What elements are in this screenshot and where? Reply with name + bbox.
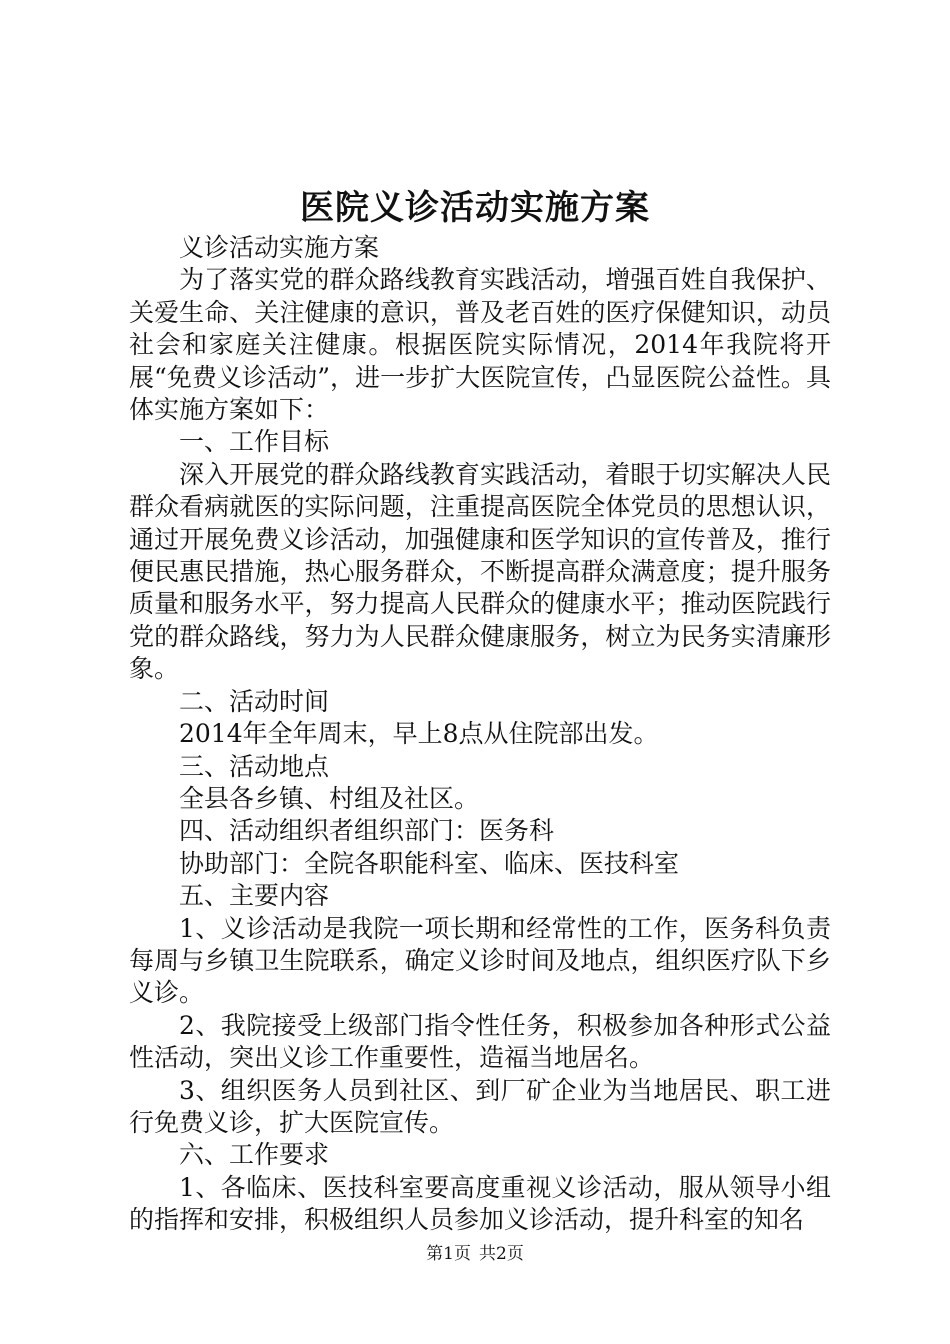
section-heading-organizer: 四、活动组织者组织部门：医务科 <box>179 816 555 846</box>
paragraph-subtitle: 义诊活动实施方案 <box>179 233 380 262</box>
page-footer <box>0 1242 950 1266</box>
section-heading-location: 三、活动地点 <box>179 751 330 781</box>
page-number-current: 第1页 <box>426 1244 471 1264</box>
paragraph-assisting-departments: 协助部门：全院各职能科室、临床、医技科室 <box>179 848 680 878</box>
paragraph-location: 全县各乡镇、村组及社区。 <box>179 783 480 813</box>
section-heading-requirements: 六、工作要求 <box>179 1140 330 1170</box>
paragraph-content-1: 1、义诊活动是我院一项长期和经常性的工作，医务科负责每周与乡镇卫生院联系，确定义诊时间及地点，组织医疗队下乡义诊。 <box>129 913 831 1008</box>
paragraph-time: 2014年全年周末，早上8点从住院部出发。 <box>179 719 659 749</box>
paragraph-content-3: 3、组织医务人员到社区、到厂矿企业为当地居民、职工进行免费义诊，扩大医院宣传。 <box>129 1075 831 1137</box>
paragraph-intro: 为了落实党的群众路线教育实践活动，增强百姓自我保护、关爱生命、关注健康的意识，普及老百姓的医疗保健知识，动员社会和家庭关注健康。根据医院实际情况，2014年我院将开展“免费义诊活动”，进一步扩大医院宣传，凸显医院公益性。具体实施方案如下： <box>129 265 831 425</box>
document-body <box>129 232 831 1237</box>
section-heading-time: 二、活动时间 <box>179 686 330 716</box>
section-heading-goals: 一、工作目标 <box>179 427 330 457</box>
section-heading-content: 五、主要内容 <box>179 881 330 911</box>
paragraph-goals: 深入开展党的群众路线教育实践活动，着眼于切实解决人民群众看病就医的实际问题，注重提高医院全体党员的思想认识，通过开展免费义诊活动，加强健康和医学知识的宣传普及，推行便民惠民措施，热心服务群众，不断提高群众满意度；提升服务质量和服务水平，努力提高人民群众的健康水平；推动医院践行党的群众路线，努力为人民群众健康服务，树立为民务实清廉形象。 <box>129 459 831 684</box>
paragraph-content-2: 2、我院接受上级部门指令性任务，积极参加各种形式公益性活动，突出义诊工作重要性，造福当地居名。 <box>129 1010 831 1073</box>
paragraph-requirements-1: 1、各临床、医技科室要高度重视义诊活动，服从领导小组的指挥和安排，积极组织人员参加义诊活动，提升科室的知名 <box>129 1172 831 1235</box>
document-title: 医院义诊活动实施方案 <box>300 188 650 228</box>
page-number-total: 共2页 <box>479 1244 524 1264</box>
